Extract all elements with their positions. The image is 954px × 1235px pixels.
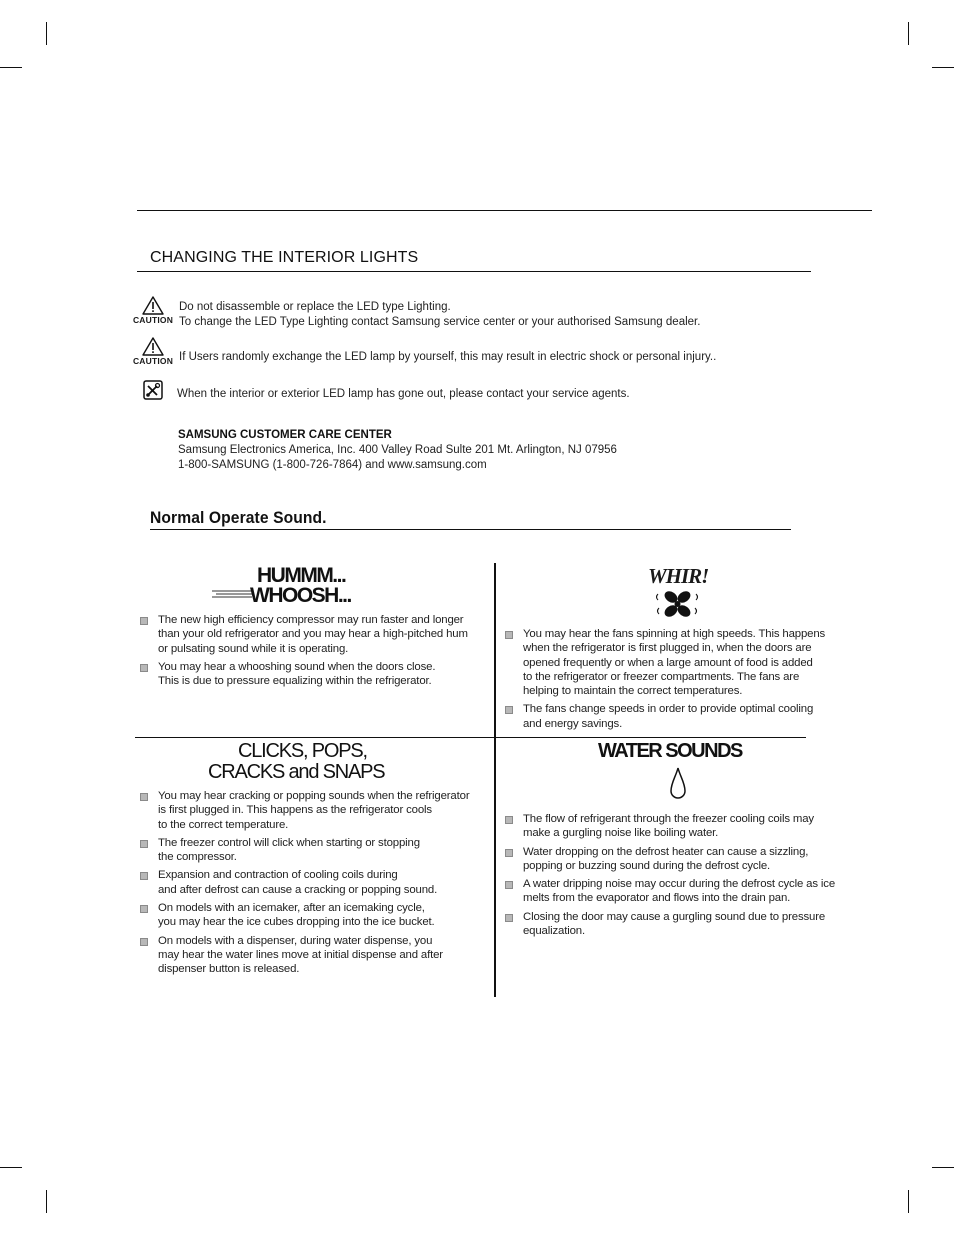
list-item: The flow of refrigerant through the freezer cooling coils may make a gurgling noise like boiling water. bbox=[501, 812, 871, 841]
top-rule bbox=[137, 210, 872, 211]
list-item: On models with an icemaker, after an icemaking cycle, you may hear the ice cubes dropping into the ice bucket. bbox=[136, 901, 492, 930]
warning-triangle-icon bbox=[142, 337, 164, 356]
whir-list bbox=[501, 627, 861, 735]
caution-label: CAUTION bbox=[132, 356, 174, 366]
crop-mark bbox=[46, 1190, 47, 1213]
clicks-list bbox=[136, 789, 492, 981]
service-tools-icon bbox=[143, 380, 163, 400]
customer-care-block bbox=[178, 428, 617, 473]
list-item: The fans change speeds in order to provide optimal cooling and energy savings. bbox=[501, 702, 861, 731]
clicks-heading: CLICKS, POPS, bbox=[238, 740, 367, 762]
care-center-title: SAMSUNG CUSTOMER CARE CENTER bbox=[178, 429, 392, 441]
care-center-address: Samsung Electronics America, Inc. 400 Valley Road Sulte 201 Mt. Arlington, NJ 07956 bbox=[178, 444, 617, 456]
hum-list bbox=[136, 613, 492, 692]
section-title-lights: CHANGING THE INTERIOR LIGHTS bbox=[150, 249, 419, 266]
water-list bbox=[501, 812, 871, 942]
water-drop-icon bbox=[669, 766, 687, 802]
list-item: On models with a dispenser, during water dispense, you may hear the water lines move at initial dispense and after dispenser button is released. bbox=[136, 934, 492, 977]
whir-heading: WHIR! bbox=[648, 564, 709, 588]
caution-text: Do not disassemble or replace the LED type Lighting. bbox=[179, 301, 451, 313]
crop-mark bbox=[46, 22, 47, 45]
list-item: The new high efficiency compressor may run faster and longer than your old refrigerator and you may hear a high-pitched hum or pulsating sound while it is operating. bbox=[136, 613, 492, 656]
water-heading: WATER SOUNDS bbox=[598, 740, 742, 762]
list-item: You may hear a whooshing sound when the doors close. This is due to pressure equalizing within the refrigerator. bbox=[136, 660, 492, 689]
care-center-phone: 1-800-SAMSUNG (1-800-726-7864) and www.samsung.com bbox=[178, 459, 487, 471]
crop-mark bbox=[932, 67, 954, 68]
list-item: Water dropping on the defrost heater can cause a sizzling, popping or buzzing sound during the defrost cycle. bbox=[501, 845, 871, 874]
list-item: Expansion and contraction of cooling coils during and after defrost can cause a cracking or popping sound. bbox=[136, 868, 492, 897]
cracks-heading: CRACKS and SNAPS bbox=[208, 761, 385, 783]
list-item: You may hear cracking or popping sounds when the refrigerator is first plugged in. This happens as the refrigerator cools to the correct temperature. bbox=[136, 789, 492, 832]
hum-heading: HUMMM... bbox=[257, 564, 346, 587]
crop-mark bbox=[0, 1167, 22, 1168]
crop-mark bbox=[908, 1190, 909, 1213]
caution-text: If Users randomly exchange the LED lamp by yourself, this may result in electric shock or personal injury.. bbox=[179, 351, 717, 363]
section-title-sounds: Normal Operate Sound. bbox=[150, 508, 327, 527]
row-divider bbox=[135, 737, 806, 738]
whoosh-heading: WHOOSH... bbox=[250, 584, 351, 607]
warning-triangle-icon bbox=[142, 296, 164, 315]
fan-icon bbox=[654, 586, 700, 622]
caution-label: CAUTION bbox=[132, 315, 174, 325]
motion-lines-icon bbox=[212, 589, 252, 599]
list-item: The freezer control will click when starting or stopping the compressor. bbox=[136, 836, 492, 865]
crop-mark bbox=[908, 22, 909, 45]
list-item: A water dripping noise may occur during the defrost cycle as ice melts from the evaporator and flows into the drain pan. bbox=[501, 877, 871, 906]
crop-mark bbox=[0, 67, 22, 68]
column-divider bbox=[494, 563, 496, 997]
list-item: You may hear the fans spinning at high speeds. This happens when the refrigerator is first plugged in, when the doors are opened frequently or when a large amount of food is added to the refrigerator or freezer compartments. The fans are helping to maintain the correct temperatures. bbox=[501, 627, 861, 698]
section-underline bbox=[150, 529, 791, 530]
caution-badge bbox=[128, 337, 178, 366]
section-underline bbox=[137, 271, 811, 272]
caution-text: To change the LED Type Lighting contact Samsung service center or your authorised Samsung dealer. bbox=[179, 316, 701, 328]
caution-badge bbox=[128, 296, 178, 325]
crop-mark bbox=[932, 1167, 954, 1168]
service-note: When the interior or exterior LED lamp has gone out, please contact your service agents. bbox=[177, 388, 630, 400]
list-item: Closing the door may cause a gurgling sound due to pressure equalization. bbox=[501, 910, 871, 939]
